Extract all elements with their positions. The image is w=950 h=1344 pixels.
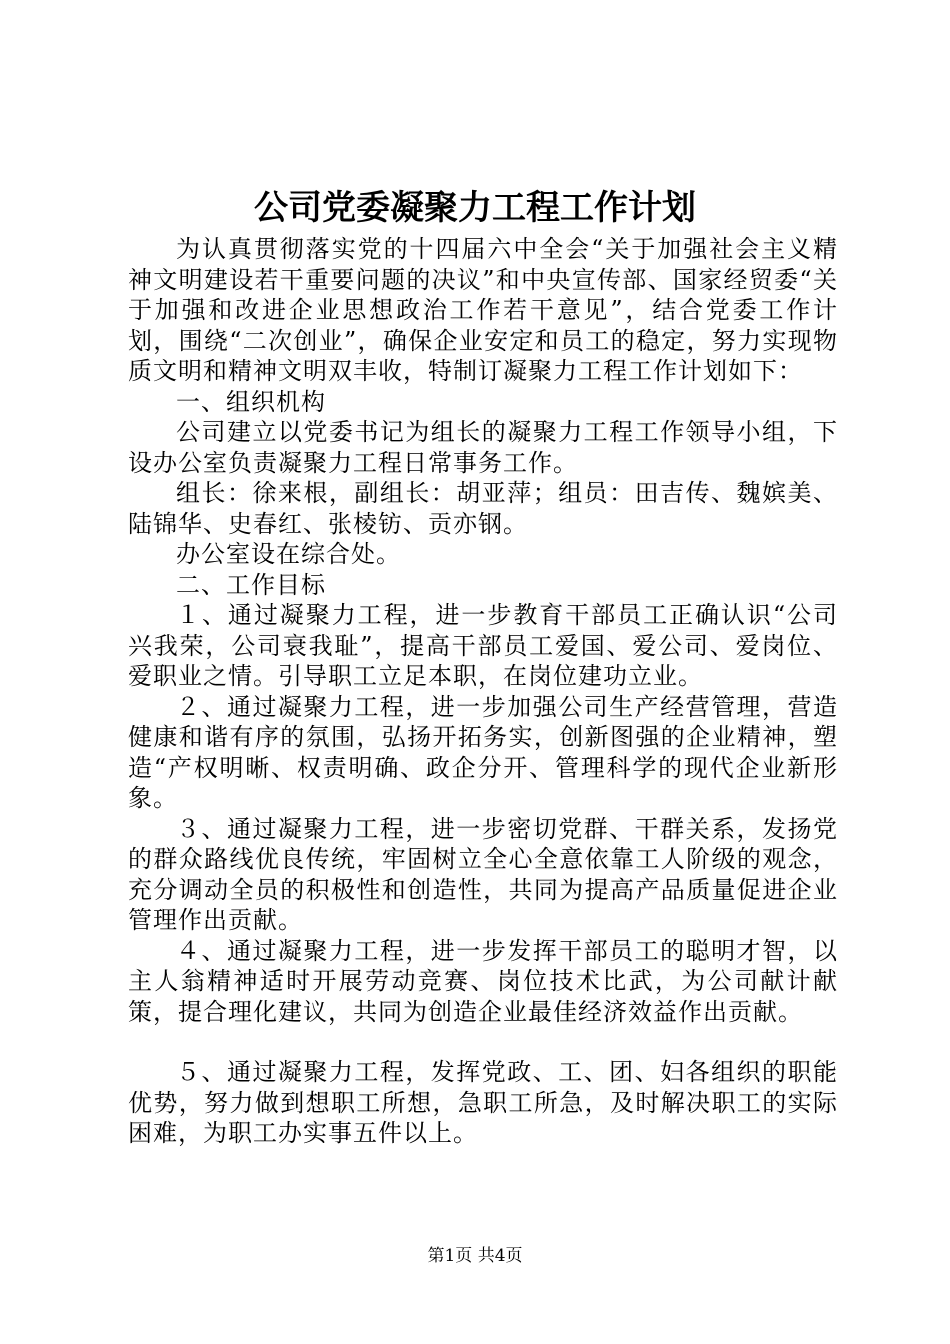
document-body bbox=[128, 234, 838, 1149]
goal-item-1: １、通过凝聚力工程，进一步教育干部员工正确认识“公司兴我荣，公司衰我耻”，提高干部员工爱国、爱公司、爱岗位、爱职业之情。引导职工立足本职，在岗位建功立业。 bbox=[128, 601, 838, 690]
goal-item-5: ５、通过凝聚力工程，发挥党政、工、团、妇各组织的职能优势，努力做到想职工所想，急职工所急，及时解决职工的实际困难，为职工办实事五件以上。 bbox=[128, 1058, 838, 1147]
goal-item-4: ４、通过凝聚力工程，进一步发挥干部员工的聪明才智，以主人翁精神适时开展劳动竞赛、岗位技术比武，为公司献计献策，提合理化建议，共同为创造企业最佳经济效益作出贡献。 bbox=[128, 936, 838, 1026]
goal-item-3: ３、通过凝聚力工程，进一步密切党群、干群关系，发扬党的群众路线优良传统，牢固树立全心全意依靠工人阶级的观念，充分调动全员的积极性和创造性，共同为提高产品质量促进企业管理作出贡献。 bbox=[128, 814, 838, 934]
page-indicator: 第1页 共4页 bbox=[427, 1246, 523, 1266]
section-heading-organization: 一、组织机构 bbox=[176, 387, 326, 416]
office-paragraph: 办公室设在综合处。 bbox=[176, 540, 401, 568]
members-paragraph: 组长：徐来根，副组长：胡亚萍；组员：田吉传、魏嫔美、陆锦华、史春红、张棱钫、贡亦钢。 bbox=[128, 479, 838, 538]
section-heading-goals: 二、工作目标 bbox=[176, 570, 326, 599]
organization-paragraph: 公司建立以党委书记为组长的凝聚力工程工作领导小组，下设办公室负责凝聚力工程日常事务工作。 bbox=[128, 418, 838, 477]
intro-paragraph: 为认真贯彻落实党的十四届六中全会“关于加强社会主义精神文明建设若干重要问题的决议”和中央宣传部、国家经贸委“关于加强和改进企业思想政治工作若干意见”，结合党委工作计划，围绕“二次创业”，确保企业安定和员工的稳定，努力实现物质文明和精神文明双丰收，特制订凝聚力工程工作计划如下： bbox=[128, 235, 838, 385]
document-title: 公司党委凝聚力工程工作计划 bbox=[254, 188, 696, 228]
goal-item-2: ２、通过凝聚力工程，进一步加强公司生产经营管理，营造健康和谐有序的氛围，弘扬开拓务实，创新图强的企业精神，塑造“产权明晰、权责明确、政企分开、管理科学的现代企业新形象。 bbox=[128, 692, 838, 812]
